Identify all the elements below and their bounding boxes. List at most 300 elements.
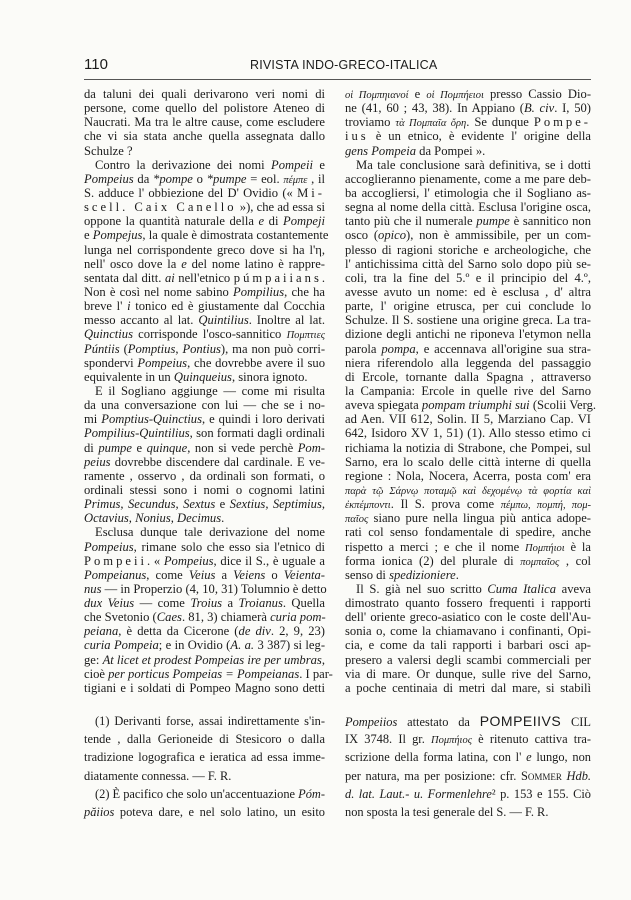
text-line: [84, 610, 325, 624]
text-line: [345, 101, 591, 115]
text-run: , che ha: [284, 284, 326, 299]
page-number: 110: [84, 56, 108, 73]
italic-run: peius: [84, 454, 111, 469]
italic-run: per porticus Pompeias = Pompeianas: [108, 666, 300, 681]
text-run: di Ercole, tornante dalla Spagna , attraverso: [345, 369, 591, 384]
text-line: [84, 129, 325, 143]
text-line: [84, 638, 325, 652]
text-line: [345, 540, 591, 554]
text-run: da Pompei ».: [416, 143, 486, 158]
text-line: [345, 596, 591, 610]
text-line: [345, 200, 591, 214]
text-run: = eol.: [246, 171, 284, 186]
italic-run: curia Pompeia: [84, 638, 159, 653]
text-run: Il S. già nel suo scritto: [356, 581, 488, 596]
text-line: [345, 285, 591, 299]
text-run: Naucrati. Ma tra le altre cause, come escludere: [84, 115, 325, 130]
italic-run: d. lat. Laut.- u. Formenlehre: [345, 786, 492, 801]
text-run: dell' oriente greco-asiatico con le coste dell'Au-: [345, 610, 591, 625]
text-run: scrizione della forma latina, con l': [345, 750, 527, 765]
text-run: è un etnico, è evidente l' origine della: [368, 129, 591, 144]
text-line: [345, 412, 591, 426]
text-line: [84, 370, 325, 384]
italic-run: Hdb.: [566, 768, 591, 783]
text-run: , son formati dagli ordinali: [189, 426, 325, 441]
text-line: [84, 624, 325, 638]
text-run: siano pure nella lingua più antica adope-: [368, 511, 591, 526]
text-line: [84, 767, 325, 785]
text-line: [345, 455, 591, 469]
text-run: che Svetonio (: [84, 610, 157, 625]
text-run: rispetto a merci ; e che il nome: [345, 539, 526, 554]
text-run: plesso di ragioni storiche e archeologiche, che: [345, 242, 591, 257]
spaced-run: púmpaiians: [233, 270, 322, 285]
text-run: , dice il S., è uguale a: [213, 553, 325, 568]
text-run: nell'etnico: [174, 270, 234, 285]
text-line: [84, 356, 325, 370]
text-line: [84, 483, 325, 497]
italic-run: Primus, Secundus, Sextus: [84, 497, 216, 512]
italic-run: Quinqueius: [173, 369, 232, 384]
text-run: .: [321, 270, 325, 285]
italic-run: opico: [378, 228, 407, 243]
italic-run: e: [181, 256, 187, 271]
text-line: [345, 144, 591, 158]
text-run: , sinora ignoto.: [231, 369, 308, 384]
text-line: [345, 525, 591, 539]
text-run: e: [215, 497, 230, 512]
greek-run: ἐκπέμποντι: [345, 500, 391, 512]
text-line: [345, 342, 591, 356]
text-run: . I, 50): [554, 101, 591, 116]
right-column-text: [345, 87, 597, 695]
greek-run: παρὰ τῷ Σάρνῳ ποταμῷ καὶ δεχομένῳ τὰ φορτία καὶ: [345, 485, 591, 497]
italic-run: Pomptius: [127, 341, 176, 356]
text-line: [84, 525, 325, 539]
text-run: Ma tale conclusione sarà definitiva, se i dotti: [356, 157, 591, 172]
text-run: a poche centinaia di metri dal mare, si stabilì: [345, 680, 591, 695]
text-line: [84, 214, 325, 228]
text-run: , il: [307, 171, 325, 186]
text-run: , non si vede perchè: [187, 440, 298, 455]
text-line: [84, 730, 325, 748]
italic-run: B. civ: [523, 101, 555, 116]
text-run: di: [264, 214, 284, 229]
italic-run: Pompeius: [84, 171, 134, 186]
text-run: , rimane solo che esso sia l'etnico di: [133, 539, 325, 554]
italic-run: spedizioniere: [389, 567, 456, 582]
text-run: . Se dunque: [466, 115, 534, 130]
text-run: ,: [321, 652, 325, 667]
text-line: [345, 158, 591, 172]
text-run: cioè: [84, 666, 109, 681]
text-run: . Il S. prova come: [390, 497, 501, 512]
text-run: . I par-: [299, 666, 333, 681]
text-run: via di mare. Or dunque, sulle rive del Sarno,: [345, 666, 591, 681]
text-line: [84, 596, 325, 610]
text-line: [84, 228, 329, 243]
italic-run: pumpe: [476, 214, 510, 229]
italic-run: i: [127, 299, 131, 314]
text-line: [84, 200, 325, 214]
text-run: breve l': [84, 299, 128, 314]
text-run: non sposta la tesi generale del S. — F. R.: [345, 804, 549, 819]
text-line: [345, 271, 591, 285]
text-line: [345, 228, 591, 242]
text-run: nell' osco dove la: [84, 256, 182, 271]
text-run: tradizione logografica e ieratica ad essa imme-: [84, 750, 325, 765]
text-line: [345, 384, 591, 398]
text-run: (: [119, 341, 128, 356]
text-line: [345, 172, 591, 186]
text-line: [345, 356, 591, 370]
text-run: S. adduce l' obbiezione del D' Ovidio («: [84, 185, 298, 200]
text-line: [84, 712, 325, 730]
spaced-run: Pompeii: [84, 553, 147, 568]
text-run: IX 3748. Il gr.: [345, 732, 431, 747]
text-line: [345, 568, 591, 582]
text-run: — in Properzio (4, 10, 31) Tolumnio è detto: [101, 581, 327, 596]
text-run: è ritenuto cattiva tra-: [472, 732, 591, 747]
text-run: sonia o, come la chiamavano i confinanti, Opi-: [345, 624, 591, 639]
italic-run: Pompeius: [137, 355, 188, 370]
text-run: lungo, non: [531, 750, 591, 765]
text-run: o: [265, 567, 284, 582]
text-run: oppone la quantità naturale della: [84, 214, 259, 229]
text-line: [345, 370, 591, 384]
italic-run: pompam triumphi sui: [421, 398, 530, 413]
italic-run: pompa: [381, 341, 416, 356]
text-line: [84, 568, 325, 582]
text-run: richiama la notizia di Strabone, che Pompei, sul: [345, 440, 591, 455]
text-line: [345, 398, 597, 413]
text-run: tonico ed è giustamente dal Cocchia: [130, 299, 325, 314]
text-run: e: [313, 157, 325, 172]
text-line: [84, 342, 325, 356]
italic-run: Pompilius: [233, 284, 285, 299]
text-run: . 81, 3) chiamerà: [181, 610, 271, 625]
italic-run: Pompeiios: [345, 715, 398, 729]
greek-run: τὰ Πομπαῖα ὄρη: [395, 118, 467, 130]
greek-run: πομπαῖος: [520, 556, 560, 568]
italic-run: At licet et prodest Pompeias ire per umbras: [102, 652, 322, 667]
italic-run: Pom-: [297, 440, 325, 455]
text-run: persone, come quello del polistore Ateneo di: [84, 101, 325, 116]
text-run: per natura, ma per posizione: cfr.: [345, 768, 521, 783]
italic-run: gens Pompeia: [345, 143, 416, 158]
text-line: [345, 624, 591, 638]
text-line: [345, 257, 591, 271]
text-run: e: [131, 440, 147, 455]
text-run: ), non è ammissibile, per un com-: [406, 228, 591, 243]
text-run: .: [221, 511, 225, 526]
text-run: (Scolii Verg.: [529, 398, 597, 413]
text-line: [345, 426, 591, 440]
italic-run: Quintilius: [198, 313, 249, 328]
text-line: [84, 172, 325, 186]
text-line: [345, 511, 591, 525]
text-run: rati col senso fondamentale di spedire, anche: [345, 525, 591, 540]
text-line: [345, 497, 591, 511]
text-run: da: [133, 171, 154, 186]
italic-run: e: [258, 214, 265, 229]
italic-run: e: [526, 750, 532, 765]
text-run: tende , dalla Gerioneide di Stesicoro o dalla: [84, 732, 325, 747]
greek-run: Πομπήιοι: [525, 542, 565, 554]
italic-run: de div: [238, 624, 271, 639]
text-run: ; e in Ovidio (: [158, 638, 231, 653]
text-line: [345, 582, 591, 596]
text-line: [84, 158, 325, 172]
text-run: 3 387) si leg-: [254, 638, 326, 653]
text-run: è la: [564, 539, 591, 554]
text-line: [345, 299, 591, 313]
spaced-run: Pompe-: [533, 115, 591, 130]
text-line: [345, 610, 591, 624]
greek-run: οἱ Πομπήειοι: [426, 90, 484, 101]
text-line: [84, 785, 325, 803]
text-run: è sannitico non: [509, 214, 591, 229]
text-line: [84, 115, 325, 129]
text-line: [345, 129, 591, 143]
text-run: aveva: [556, 581, 591, 596]
greek-run: Πομπήιος: [430, 735, 472, 747]
italic-run: Sextius, Septimius,: [229, 497, 326, 512]
italic-run: Pompilius-Quintilius: [84, 426, 190, 441]
greek-run: παῖος: [345, 514, 369, 526]
text-line: [345, 748, 591, 766]
text-run: . Quella: [282, 596, 325, 611]
text-run: lunga nel corrispondente greco dove si ha l'η,: [84, 242, 325, 257]
text-run: mi: [84, 412, 102, 427]
text-run: ba accogliersi, l' etimologia che il Sogliano as-: [345, 185, 591, 200]
text-line: [84, 441, 325, 455]
italic-run: Veiens: [233, 567, 266, 582]
running-title: RIVISTA INDO-GRECO-ITALICA: [250, 58, 438, 72]
italic-run: Pompejus: [92, 228, 143, 243]
text-line: [84, 653, 325, 667]
text-run: , e accennava all'origine sua stra-: [415, 341, 591, 356]
text-line: [345, 653, 591, 667]
text-line: [84, 243, 325, 257]
italic-run: păiios: [84, 804, 115, 819]
text-line: [345, 186, 591, 200]
spaced-run: scell. Caix Canello: [84, 200, 237, 215]
text-run: aveva spiegata: [345, 398, 422, 413]
text-run: ² p. 153 e 155. Ciò: [491, 786, 591, 801]
text-line: [84, 681, 325, 695]
text-run: o: [192, 171, 207, 186]
text-run: segna al nome della città. Esclusa l'origine osca,: [345, 200, 591, 215]
text-line: [84, 412, 325, 426]
text-run: regione : Nola, Nocera, Acerra, posta com' era: [345, 468, 591, 483]
text-run: tigiani e i soldati di Pompeo Magno sono detti: [84, 680, 325, 695]
left-footnotes: [84, 712, 325, 821]
text-run: .: [455, 567, 459, 582]
italic-run: peiana: [84, 624, 119, 639]
italic-run: pumpe: [98, 440, 132, 455]
italic-run: Troius: [190, 596, 223, 611]
italic-run: Pontius: [182, 341, 221, 356]
spaced-run: Mi-: [297, 185, 325, 200]
text-run: Sarno, era lo scalo delle città interne di quella: [345, 454, 591, 469]
italic-run: Pompeius: [84, 539, 134, 554]
italic-run: Quinctius: [84, 327, 133, 342]
text-run: che vi sia stata anche quella assegnata dallo: [84, 129, 325, 144]
text-line: [345, 767, 591, 785]
text-run: sentata dal ditt.: [84, 270, 165, 285]
text-run: avesse avuto un nome: ed è esclusa , d' altra: [345, 284, 591, 299]
greek-run: πέμπω, πομπή, πομ-: [500, 500, 591, 512]
text-run: corrisponde l'osco-sannitico: [132, 327, 287, 342]
italic-run: ai: [164, 270, 175, 285]
greek-run: οἱ Πομπηιανοί: [345, 90, 409, 101]
text-line: [84, 748, 325, 766]
text-run: , col: [559, 553, 591, 568]
text-line: [345, 243, 591, 257]
left-column-text: [84, 87, 333, 695]
text-line: [84, 101, 325, 115]
text-line: [84, 582, 325, 596]
spaced-run: ius: [345, 129, 369, 144]
text-run: . «: [146, 553, 164, 568]
right-footnotes: [345, 712, 591, 821]
text-line: [84, 271, 325, 285]
text-run: ad Aen. VII 612, Solin. II 5, Marziano Cap. VI: [345, 412, 591, 427]
text-line: [345, 313, 591, 327]
text-run: presso Cassio Dio-: [483, 87, 592, 101]
italic-run: Cuma Italica: [487, 581, 556, 596]
text-run: Schulze. Il S. sostiene una origine greca. La tra-: [345, 313, 591, 328]
text-line: [84, 186, 325, 200]
italic-run: Pompeii: [271, 157, 314, 172]
text-line: [84, 497, 325, 511]
text-line: [345, 803, 591, 821]
text-run: l' antichissima città del Sarno solo dopo più se-: [345, 256, 591, 271]
italic-run: Octavius, Nonius, Decimus: [84, 511, 222, 526]
capitals-run: POMPEIIVS: [479, 713, 562, 729]
italic-run: Veienta-: [283, 567, 325, 582]
italic-run: Pompeji: [283, 214, 325, 229]
italic-run: Caes: [156, 610, 182, 625]
italic-run: curia pom-: [270, 610, 326, 625]
text-run: , e quindi i loro derivati: [202, 412, 325, 427]
text-line: [84, 144, 325, 158]
text-run: , la quale è dimostrata costantemente: [142, 228, 329, 243]
text-run: , è detta da Cicerone (: [118, 624, 239, 639]
text-line: [84, 469, 325, 483]
text-line: [345, 115, 591, 129]
text-run: di: [84, 440, 99, 455]
text-line: [84, 384, 325, 398]
small-caps-run: Sommer: [520, 768, 562, 783]
text-run: — come: [134, 596, 191, 611]
text-line: [345, 483, 591, 497]
text-run: da taluni dei quali derivarono veri nomi di: [84, 87, 325, 101]
text-run: (2) È pacifico che solo un'accentuazione: [95, 786, 299, 801]
text-run: dovrebbe discendere dal cardinale. E ve-: [110, 454, 325, 469]
text-run: accoglieranno pienamente, come a me pare deb-: [345, 171, 591, 186]
text-run: spondervi: [84, 355, 138, 370]
italic-run: Troianus: [238, 596, 283, 611]
italic-run: *pumpe: [206, 171, 247, 186]
text-line: [84, 554, 325, 568]
italic-run: *pompe: [153, 171, 193, 186]
text-run: attestato da: [397, 715, 480, 729]
text-run: . Inoltre al lat.: [248, 313, 325, 328]
text-run: ramente , osservo , da ordinali son formati, o: [84, 468, 325, 483]
text-run: da una conversazione con lui — che se i no-: [84, 398, 325, 413]
text-line: [84, 87, 325, 101]
text-line: [345, 667, 591, 681]
text-line: [345, 730, 591, 748]
text-line: [84, 257, 325, 271]
text-run: ), ma non può corri-: [220, 341, 326, 356]
text-run: dimostrato quanto fossero frequenti i rapporti: [345, 596, 591, 611]
text-run: tanto più che il numerale: [345, 214, 477, 229]
text-run: troviamo: [345, 115, 396, 130]
text-line: [345, 712, 591, 730]
text-run: ne (41, 60 ; 43, 38). In Appiano (: [345, 101, 524, 116]
text-run: a: [215, 567, 234, 582]
text-line: [84, 511, 325, 525]
text-run: coli, tra la fine del 5.º e il principio del 4.º,: [345, 270, 591, 285]
text-run: e: [408, 87, 427, 101]
text-line: [84, 299, 325, 313]
text-line: [84, 313, 325, 327]
text-run: , come: [146, 567, 189, 582]
text-run: 642, Isidoro XV 1, 51) (1). Allo stesso etimo ci: [345, 426, 591, 441]
text-run: ordinali stessi sono i nomi o cognomi latini: [84, 482, 325, 497]
text-run: cia, e come da tali rapporti i barbari osci ap-: [345, 638, 591, 653]
text-line: [84, 540, 325, 554]
text-run: equivalente in un: [84, 369, 174, 384]
text-run: presero a valersi degli scambi commerciali per: [345, 652, 591, 667]
text-run: Contro la derivazione dei nomi: [95, 157, 272, 172]
text-line: [84, 426, 325, 440]
text-run: messo accanto al lat.: [84, 313, 199, 328]
text-run: E il Sogliano aggiunge — come mi risulta: [95, 383, 325, 398]
text-run: , che dovrebbe avere il suo: [187, 355, 325, 370]
text-run: e: [84, 228, 93, 243]
italic-run: Pompeius: [163, 553, 214, 568]
text-line: [345, 681, 591, 695]
text-run: CIL: [561, 715, 591, 729]
text-run: diatamente connessa. — F. R.: [84, 768, 232, 783]
text-line: [84, 803, 325, 821]
text-run: . 2, 9, 23): [270, 624, 326, 639]
text-run: la Campania: Ercole in quelle rive del Sarno: [345, 383, 591, 398]
text-line: [84, 666, 333, 681]
italic-run: Veius: [188, 567, 216, 582]
text-line: [345, 554, 591, 568]
text-run: niera riferendolo alla leggenda del passaggio: [345, 355, 591, 370]
text-run: Non è così nel nome sabino: [84, 284, 234, 299]
text-line: [345, 87, 591, 101]
text-run: senso di: [345, 567, 390, 582]
text-line: [84, 327, 325, 341]
text-line: [345, 469, 591, 483]
text-run: Esclusa dunque tale derivazione del nome: [95, 525, 325, 540]
text-run: parte, l' origine etrusca, per cui conclude lo: [345, 299, 591, 314]
text-run: del nome latino è rappre-: [186, 256, 325, 271]
text-run: a: [222, 596, 239, 611]
text-line: [84, 455, 325, 469]
italic-run: Pompeianus: [84, 567, 147, 582]
italic-run: Póm-: [298, 786, 325, 801]
italic-run: A. a.: [230, 638, 255, 653]
text-run: poteva dare, e nel solo latino, un esito: [114, 804, 325, 819]
